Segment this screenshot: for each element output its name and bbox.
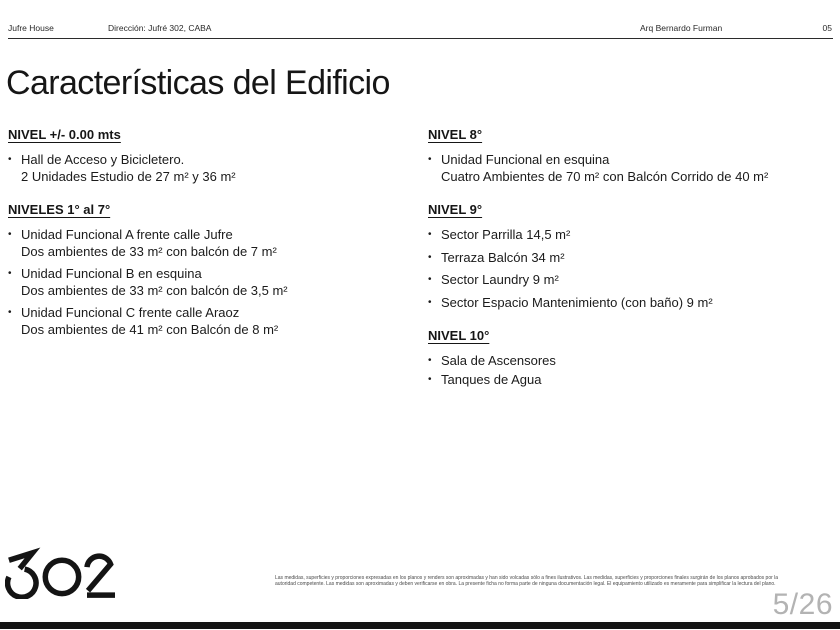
disclaimer-line: autoridad competente. Las medidas son aproximadas y deben verificarse en obra. La presente ficha no forma parte de ninguna documentación legal. El equipamiento utilizado es meramente para simplificar la lectura del plano. xyxy=(275,581,776,588)
bullet-icon: • xyxy=(428,154,432,165)
item-line: Tanques de Agua xyxy=(441,371,542,387)
list-item xyxy=(8,227,416,260)
item-line: Terraza Balcón 34 m² xyxy=(441,249,565,265)
section-heading: NIVEL 9° xyxy=(428,202,483,217)
item-line: Sector Parrilla 14,5 m² xyxy=(441,227,571,242)
section-heading: NIVEL 10° xyxy=(428,328,490,343)
logo-302 xyxy=(5,547,115,604)
section-heading: NIVELES 1° al 7° xyxy=(8,202,111,217)
header-divider xyxy=(8,38,833,39)
item-line: Dos ambientes de 33 m² con balcón de 7 m² xyxy=(21,243,277,259)
item-line: 2 Unidades Estudio de 27 m² y 36 m² xyxy=(21,168,236,184)
header-architect: Arq Bernardo Furman xyxy=(640,23,723,33)
bullet-icon: • xyxy=(428,229,432,240)
item-line: Sector Laundry 9 m² xyxy=(441,272,559,287)
section-niveles-1-7 xyxy=(8,202,416,338)
page-indicator: 5/26 xyxy=(772,588,833,621)
bullet-icon: • xyxy=(428,274,432,285)
list-item xyxy=(428,272,836,289)
item-line: Sala de Ascensores xyxy=(441,353,556,368)
item-line: Unidad Funcional en esquina xyxy=(441,152,610,167)
item-line: Dos ambientes de 33 m² con balcón de 3,5 m² xyxy=(21,282,288,298)
item-line: Unidad Funcional A frente calle Jufre xyxy=(21,227,233,242)
list-item xyxy=(428,295,836,312)
left-column xyxy=(8,127,416,355)
bullet-icon: • xyxy=(428,296,432,308)
footer-bar xyxy=(0,622,840,629)
bullet-icon: • xyxy=(8,229,12,240)
disclaimer-line: Las medidas, superficies y proporciones expresadas en los planos y renders son aproximadas y han sido volcadas sólo a fines ilustrativos. Las medidas, superficies y proporciones finales surgirán de los planos aprobados por la xyxy=(275,575,779,581)
item-line: Dos ambientes de 41 m² con Balcón de 8 m² xyxy=(21,321,279,337)
item-line: Unidad Funcional C frente calle Araoz xyxy=(21,305,240,320)
section-nivel-0 xyxy=(8,127,416,185)
item-line: Hall de Acceso y Bicicletero. xyxy=(21,152,185,167)
list-item xyxy=(428,152,836,185)
logo-302-icon xyxy=(5,547,115,599)
header-project-name: Jufre House xyxy=(8,23,54,33)
bullet-icon: • xyxy=(428,251,432,263)
bullet-icon: • xyxy=(8,268,12,279)
item-line: Unidad Funcional B en esquina xyxy=(21,266,202,281)
item-line: Cuatro Ambientes de 70 m² con Balcón Corrido de 40 m² xyxy=(441,168,769,184)
header-address: Dirección: Jufré 302, CABA xyxy=(108,23,212,33)
legal-disclaimer xyxy=(275,575,837,588)
list-item xyxy=(8,152,416,185)
bullet-icon: • xyxy=(428,373,432,385)
bullet-icon: • xyxy=(428,355,432,366)
list-item xyxy=(428,227,836,244)
section-heading: NIVEL +/- 0.00 mts xyxy=(8,127,121,142)
item-line: Sector Espacio Mantenimiento (con baño) 9 m² xyxy=(441,294,713,310)
header xyxy=(8,23,832,37)
header-page-number: 05 xyxy=(822,23,832,33)
list-item xyxy=(8,266,416,299)
section-nivel-9 xyxy=(428,202,836,311)
right-column xyxy=(428,127,836,405)
list-item xyxy=(8,305,416,338)
section-heading: NIVEL 8° xyxy=(428,127,483,142)
bullet-icon: • xyxy=(8,154,12,165)
section-nivel-8 xyxy=(428,127,836,185)
list-item xyxy=(428,372,836,389)
list-item xyxy=(428,250,836,267)
section-nivel-10 xyxy=(428,328,836,388)
bullet-icon: • xyxy=(8,307,12,318)
page-title: Características del Edificio xyxy=(6,64,390,102)
list-item xyxy=(428,353,836,370)
